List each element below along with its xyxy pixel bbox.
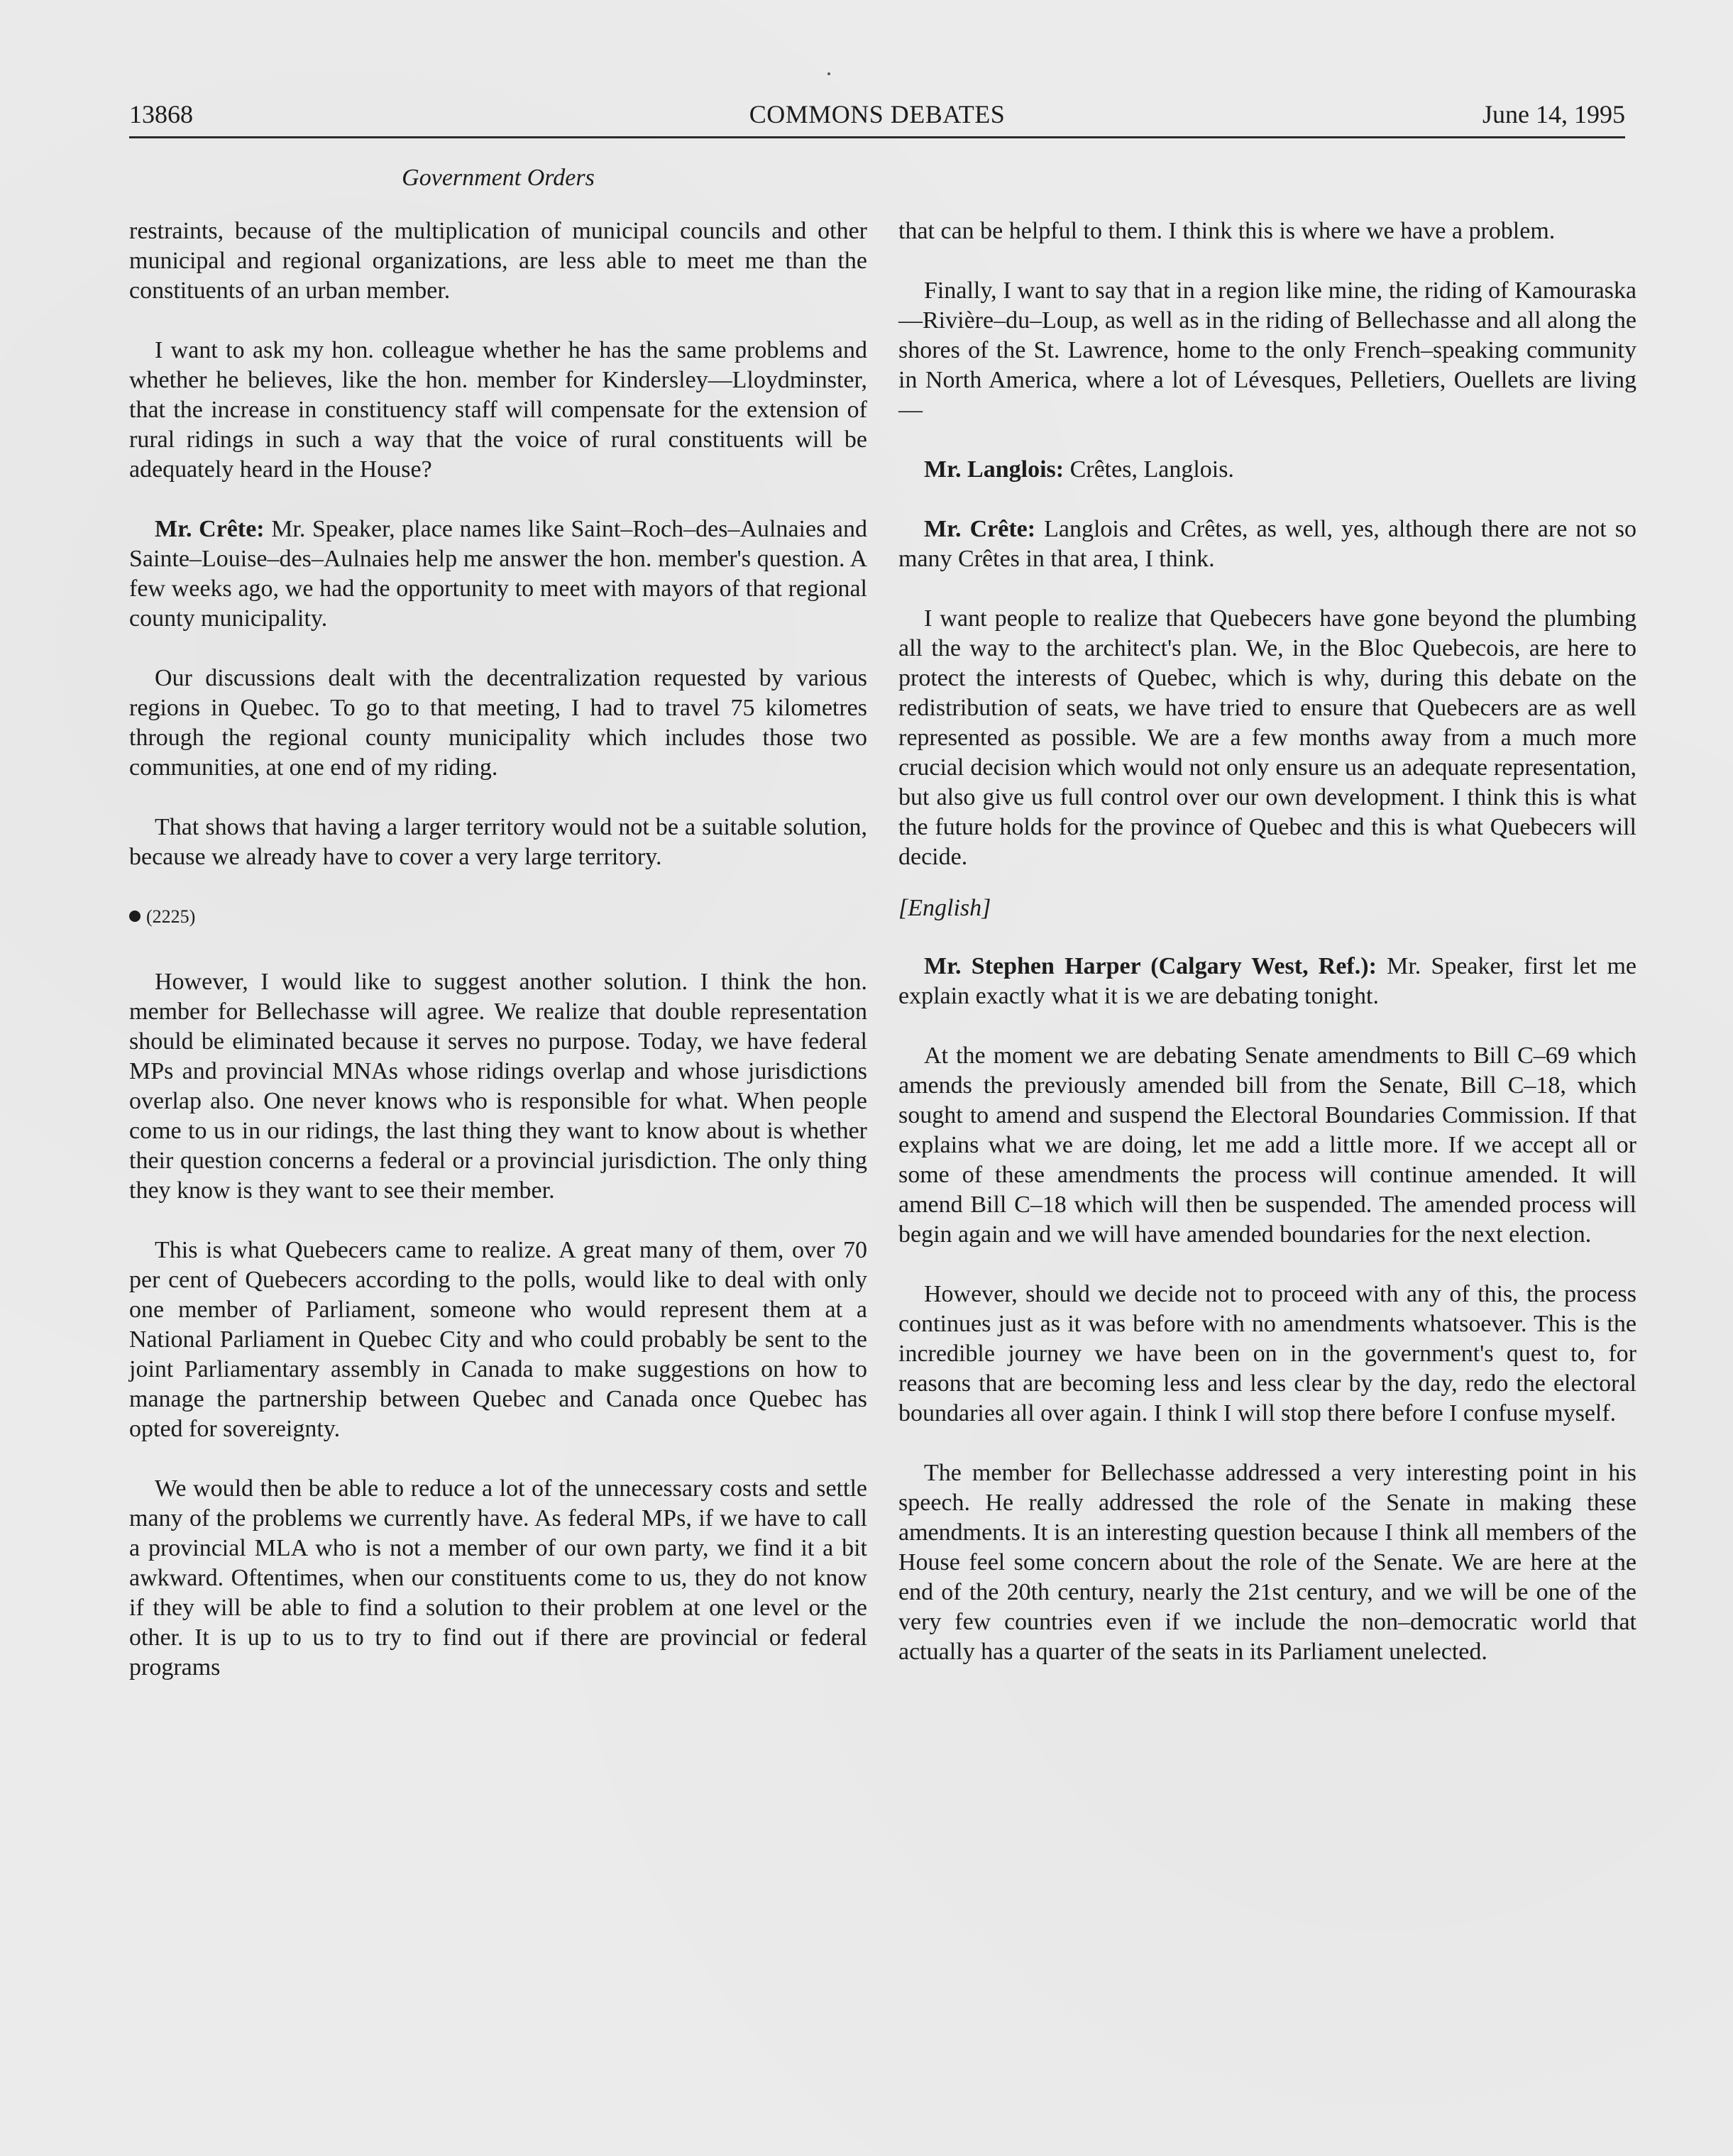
speech-text: Mr. Speaker, place names like Saint–Roch–des–Aulnaies and Sainte–Louise–des–Aulnaies help me answer the hon. member's question. A few weeks ago, we had the opportunity to meet with mayors of that regional county municipality.: [129, 516, 868, 632]
section-label: Government Orders: [402, 165, 595, 191]
paragraph: That shows that having a larger territory would not be a suitable solution, because we already have to cover a very large territory.: [129, 814, 867, 870]
speech-text: Langlois and Crêtes, as well, yes, although there are not so many Crêtes in that area, I think.: [898, 516, 1637, 572]
paragraph: I want to ask my hon. colleague whether he has the same problems and whether he believes, like the hon. member for Kindersley—Lloydminster, that the increase in constituency staff will compensate for the extension of rural ridings in such a way that the voice of rural constituents will be adequately heard in the House?: [129, 337, 867, 483]
speaker-name: Mr. Crête:: [924, 516, 1036, 542]
paragraph: Finally, I want to say that in a region like mine, the riding of Kamouraska—Rivière–du–Loup, as well as in the riding of Bellechasse and all along the shores of the St. Lawrence, home to the only French–speaking community in North America, where a lot of Lévesques, Pelletiers, Ouellets are living—: [898, 277, 1636, 423]
speaker-name: Mr. Langlois:: [924, 456, 1064, 483]
paragraph: restraints, because of the multiplication of municipal councils and other municipal and regional organizations, are less able to meet me than the constituents of an urban member.: [129, 218, 867, 304]
time-marker: [129, 902, 867, 932]
paragraph: [898, 455, 1636, 485]
publication-date: June 14, 1995: [1482, 100, 1625, 128]
paragraph: At the moment we are debating Senate amendments to Bill C–69 which amends the previously amended bill from the Senate, Bill C–18, which sought to amend and suspend the Electoral Boundaries Commission. If that explains what we are doing, let me add a little more. If we accept all or some of these amendments the process will continue amended. It will amend Bill C–18 which will then be suspended. The amended process will begin again and we will have amended boundaries for the next election.: [898, 1043, 1636, 1248]
speech-text: Crêtes, Langlois.: [1064, 456, 1234, 483]
paragraph: [898, 952, 1636, 1011]
language-note: [English]: [898, 895, 991, 921]
speaker-name: Mr. Crête:: [155, 516, 265, 542]
paragraph: However, should we decide not to proceed with any of this, the process continues just as it was before with no amendments whatsoever. This is the incredible journey we have been on in the government's quest to, for reasons that are becoming less and less clear by the day, redo the electoral boundaries all over again. I think I will stop there before I confuse myself.: [898, 1281, 1636, 1426]
speech-text: Mr. Speaker, first let me explain exactly what it is we are debating tonight.: [898, 953, 1636, 1009]
paragraph: This is what Quebecers came to realize. A great many of them, over 70 per cent of Quebecers according to the polls, would like to deal with only one member of Parliament, someone who would represent them at a National Parliament in Quebec City and who could probably be sent to the joint Parliamentary assembly in Canada to make suggestions on how to manage the partnership between Quebec and Canada once Quebec has opted for sovereignty.: [129, 1237, 867, 1442]
paragraph: We would then be able to reduce a lot of the unnecessary costs and settle many of the problems we currently have. As federal MPs, if we have to call a provincial MLA who is not a member of our own party, we find it a bit awkward. Oftentimes, when our constituents come to us, they do not know if they will be able to find a solution to their problem at one level or the other. It is up to us to try to find out if there are provincial or federal programs: [129, 1475, 867, 1681]
paragraph: that can be helpful to them. I think this is where we have a problem.: [898, 218, 1556, 244]
publication-title: COMMONS DEBATES: [749, 100, 1006, 128]
right-column: [898, 216, 1636, 1697]
running-header: [129, 94, 1625, 136]
paragraph: [898, 515, 1636, 574]
paragraph: However, I would like to suggest another solution. I think the hon. member for Bellechasse will agree. We realize that double representation should be eliminated because it serves no purpose. Today, we have federal MPs and provincial MNAs whose ridings overlap and whose jurisdictions overlap also. One never knows who is responsible for what. When people come to us in our ridings, the last thing they want to know about is whether their question concerns a federal or a provincial jurisdiction. The only thing they know is they want to see their member.: [129, 969, 867, 1204]
page-number: 13868: [129, 100, 193, 128]
speaker-name: Mr. Stephen Harper (Calgary West, Ref.):: [924, 953, 1377, 979]
paragraph: [129, 515, 867, 634]
time-stamp: (2225): [146, 906, 196, 927]
paragraph: I want people to realize that Quebecers have gone beyond the plumbing all the way to the architect's plan. We, in the Bloc Quebecois, are here to protect the interests of Quebec, which is why, during this debate on the redistribution of seats, we have tried to ensure that Quebecers are as well represented as possible. We are a few months away from a much more crucial decision which would not only ensure us an adequate representation, but also give us full control over our own development. I think this is what the future holds for the province of Quebec and this is what Quebecers will decide.: [898, 605, 1636, 870]
bullet-icon: [129, 911, 141, 922]
left-column: [129, 216, 867, 1712]
paragraph: The member for Bellechasse addressed a very interesting point in his speech. He really addressed the role of the Senate in making these amendments. It is an interesting question because I think all members of the House feel some concern about the role of the Senate. We are here at the end of the 20th century, nearly the 21st century, and we will be one of the very few countries even if we include the non–democratic world that actually has a quarter of the seats in its Parliament unelected.: [898, 1460, 1636, 1665]
scan-speck: [827, 72, 830, 75]
header-rule: [129, 136, 1625, 138]
paragraph: Our discussions dealt with the decentralization requested by various regions in Quebec. To go to that meeting, I had to travel 75 kilometres through the regional county municipality which includes those two communities, at one end of my riding.: [129, 665, 867, 781]
